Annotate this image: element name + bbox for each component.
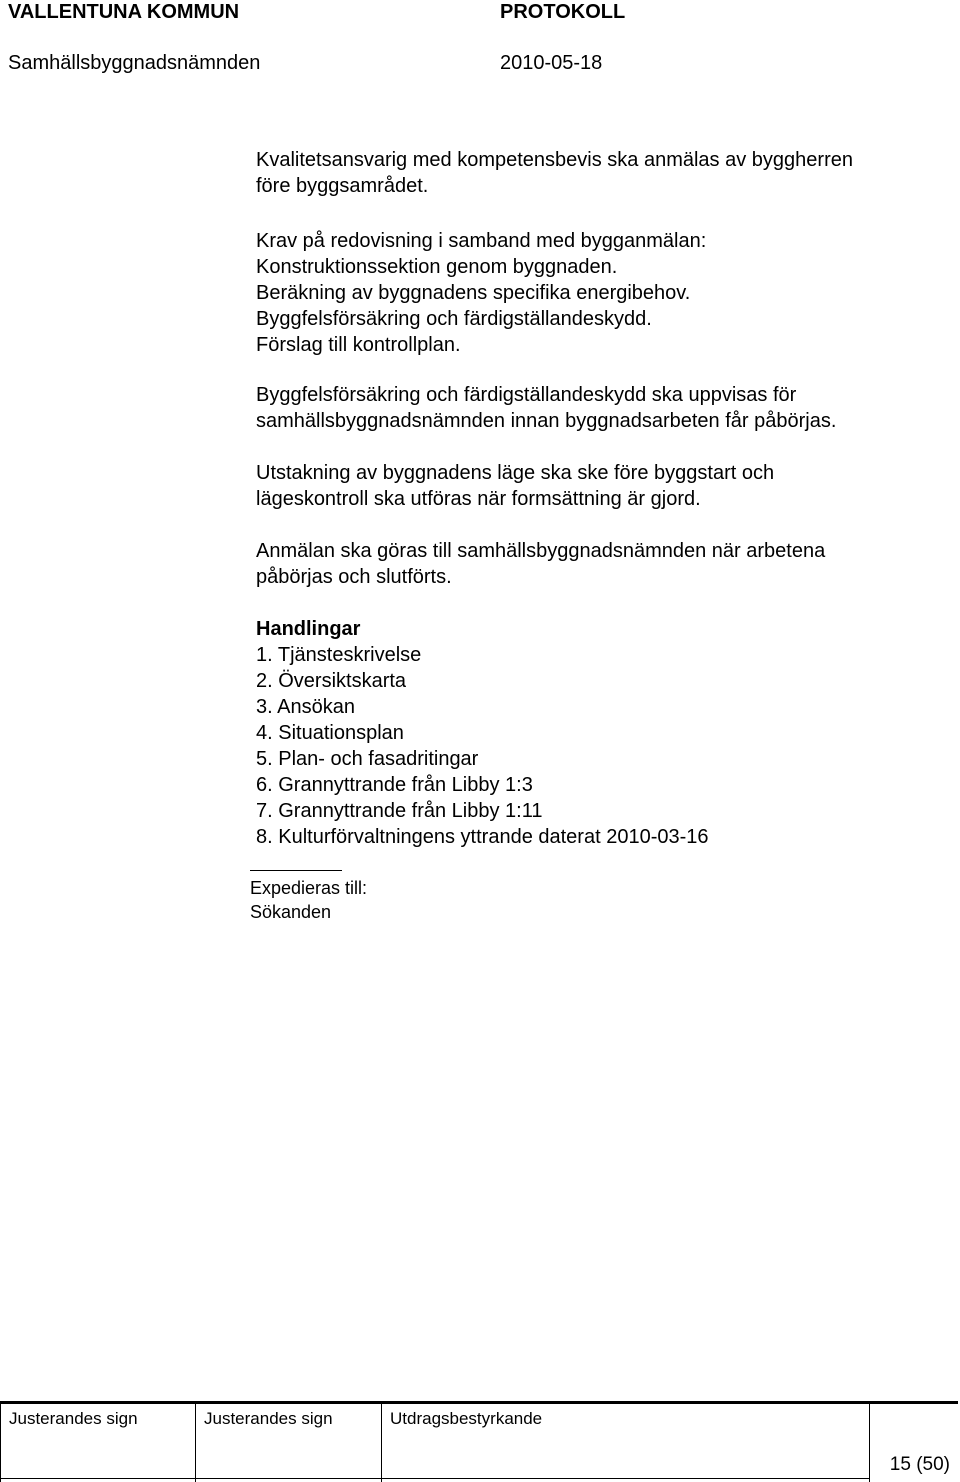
list-item: 4. Situationsplan <box>256 722 404 744</box>
signature-cell <box>196 1404 382 1482</box>
list-item: 6. Grannyttrande från Libby 1:3 <box>256 774 533 796</box>
signature-footer <box>0 1401 958 1482</box>
text-line: Beräkning av byggnadens specifika energibehov. <box>256 282 691 304</box>
expedieras-label: Expedieras till: <box>250 878 368 898</box>
organization-name: VALLENTUNA KOMMUN <box>8 1 240 23</box>
expedieras-recipient: Sökanden <box>250 902 332 922</box>
list-item: 1. Tjänsteskrivelse <box>256 644 422 666</box>
meeting-date: 2010-05-18 <box>500 52 603 74</box>
text-line: Byggfelsförsäkring och färdigställandeskydd. <box>256 308 652 330</box>
text-line: samhällsbyggnadsnämnden innan byggnadsarbeten får påbörjas. <box>256 410 837 432</box>
text-line: före byggsamrådet. <box>256 175 429 197</box>
page-number: 15 (50) <box>889 1454 950 1475</box>
paragraph-quality-controller <box>256 147 936 199</box>
text-line: Utstakning av byggnadens läge ska ske före byggstart och <box>256 462 775 484</box>
text-line: Anmälan ska göras till samhällsbyggnadsnämnden när arbetena <box>256 540 826 562</box>
text-line: Byggfelsförsäkring och färdigställandeskydd ska uppvisas för <box>256 384 797 406</box>
documents-heading: Handlingar <box>256 618 361 640</box>
text-line: Krav på redovisning i samband med bygganmälan: <box>256 230 707 252</box>
paragraph-requirements <box>256 228 936 358</box>
list-item: 3. Ansökan <box>256 696 355 718</box>
paragraph-notification <box>256 538 936 590</box>
signature-label: Justerandes sign <box>204 1409 333 1428</box>
board-name: Samhällsbyggnadsnämnden <box>8 52 261 74</box>
documents-list <box>256 616 936 850</box>
list-item: 7. Grannyttrande från Libby 1:11 <box>256 800 543 822</box>
list-item: 5. Plan- och fasadritingar <box>256 748 479 770</box>
text-line: lägeskontroll ska utföras när formsättning är gjord. <box>256 488 701 510</box>
paragraph-staking <box>256 460 936 512</box>
separator-line <box>250 870 342 871</box>
text-line: Förslag till kontrollplan. <box>256 334 461 356</box>
text-line: påbörjas och slutförts. <box>256 566 452 588</box>
signature-label: Justerandes sign <box>9 1409 138 1428</box>
certification-cell <box>382 1404 870 1482</box>
list-item: 2. Översiktskarta <box>256 670 407 692</box>
document-type: PROTOKOLL <box>500 1 626 23</box>
signature-cell <box>0 1404 196 1482</box>
text-line: Kvalitetsansvarig med kompetensbevis ska anmälas av byggherren <box>256 149 853 171</box>
paragraph-insurance <box>256 382 936 434</box>
list-item: 8. Kulturförvaltningens yttrande daterat 2010-03-16 <box>256 826 709 848</box>
text-line: Konstruktionssektion genom byggnaden. <box>256 256 618 278</box>
footer-bottom-line <box>0 1478 870 1479</box>
certification-label: Utdragsbestyrkande <box>390 1409 543 1428</box>
